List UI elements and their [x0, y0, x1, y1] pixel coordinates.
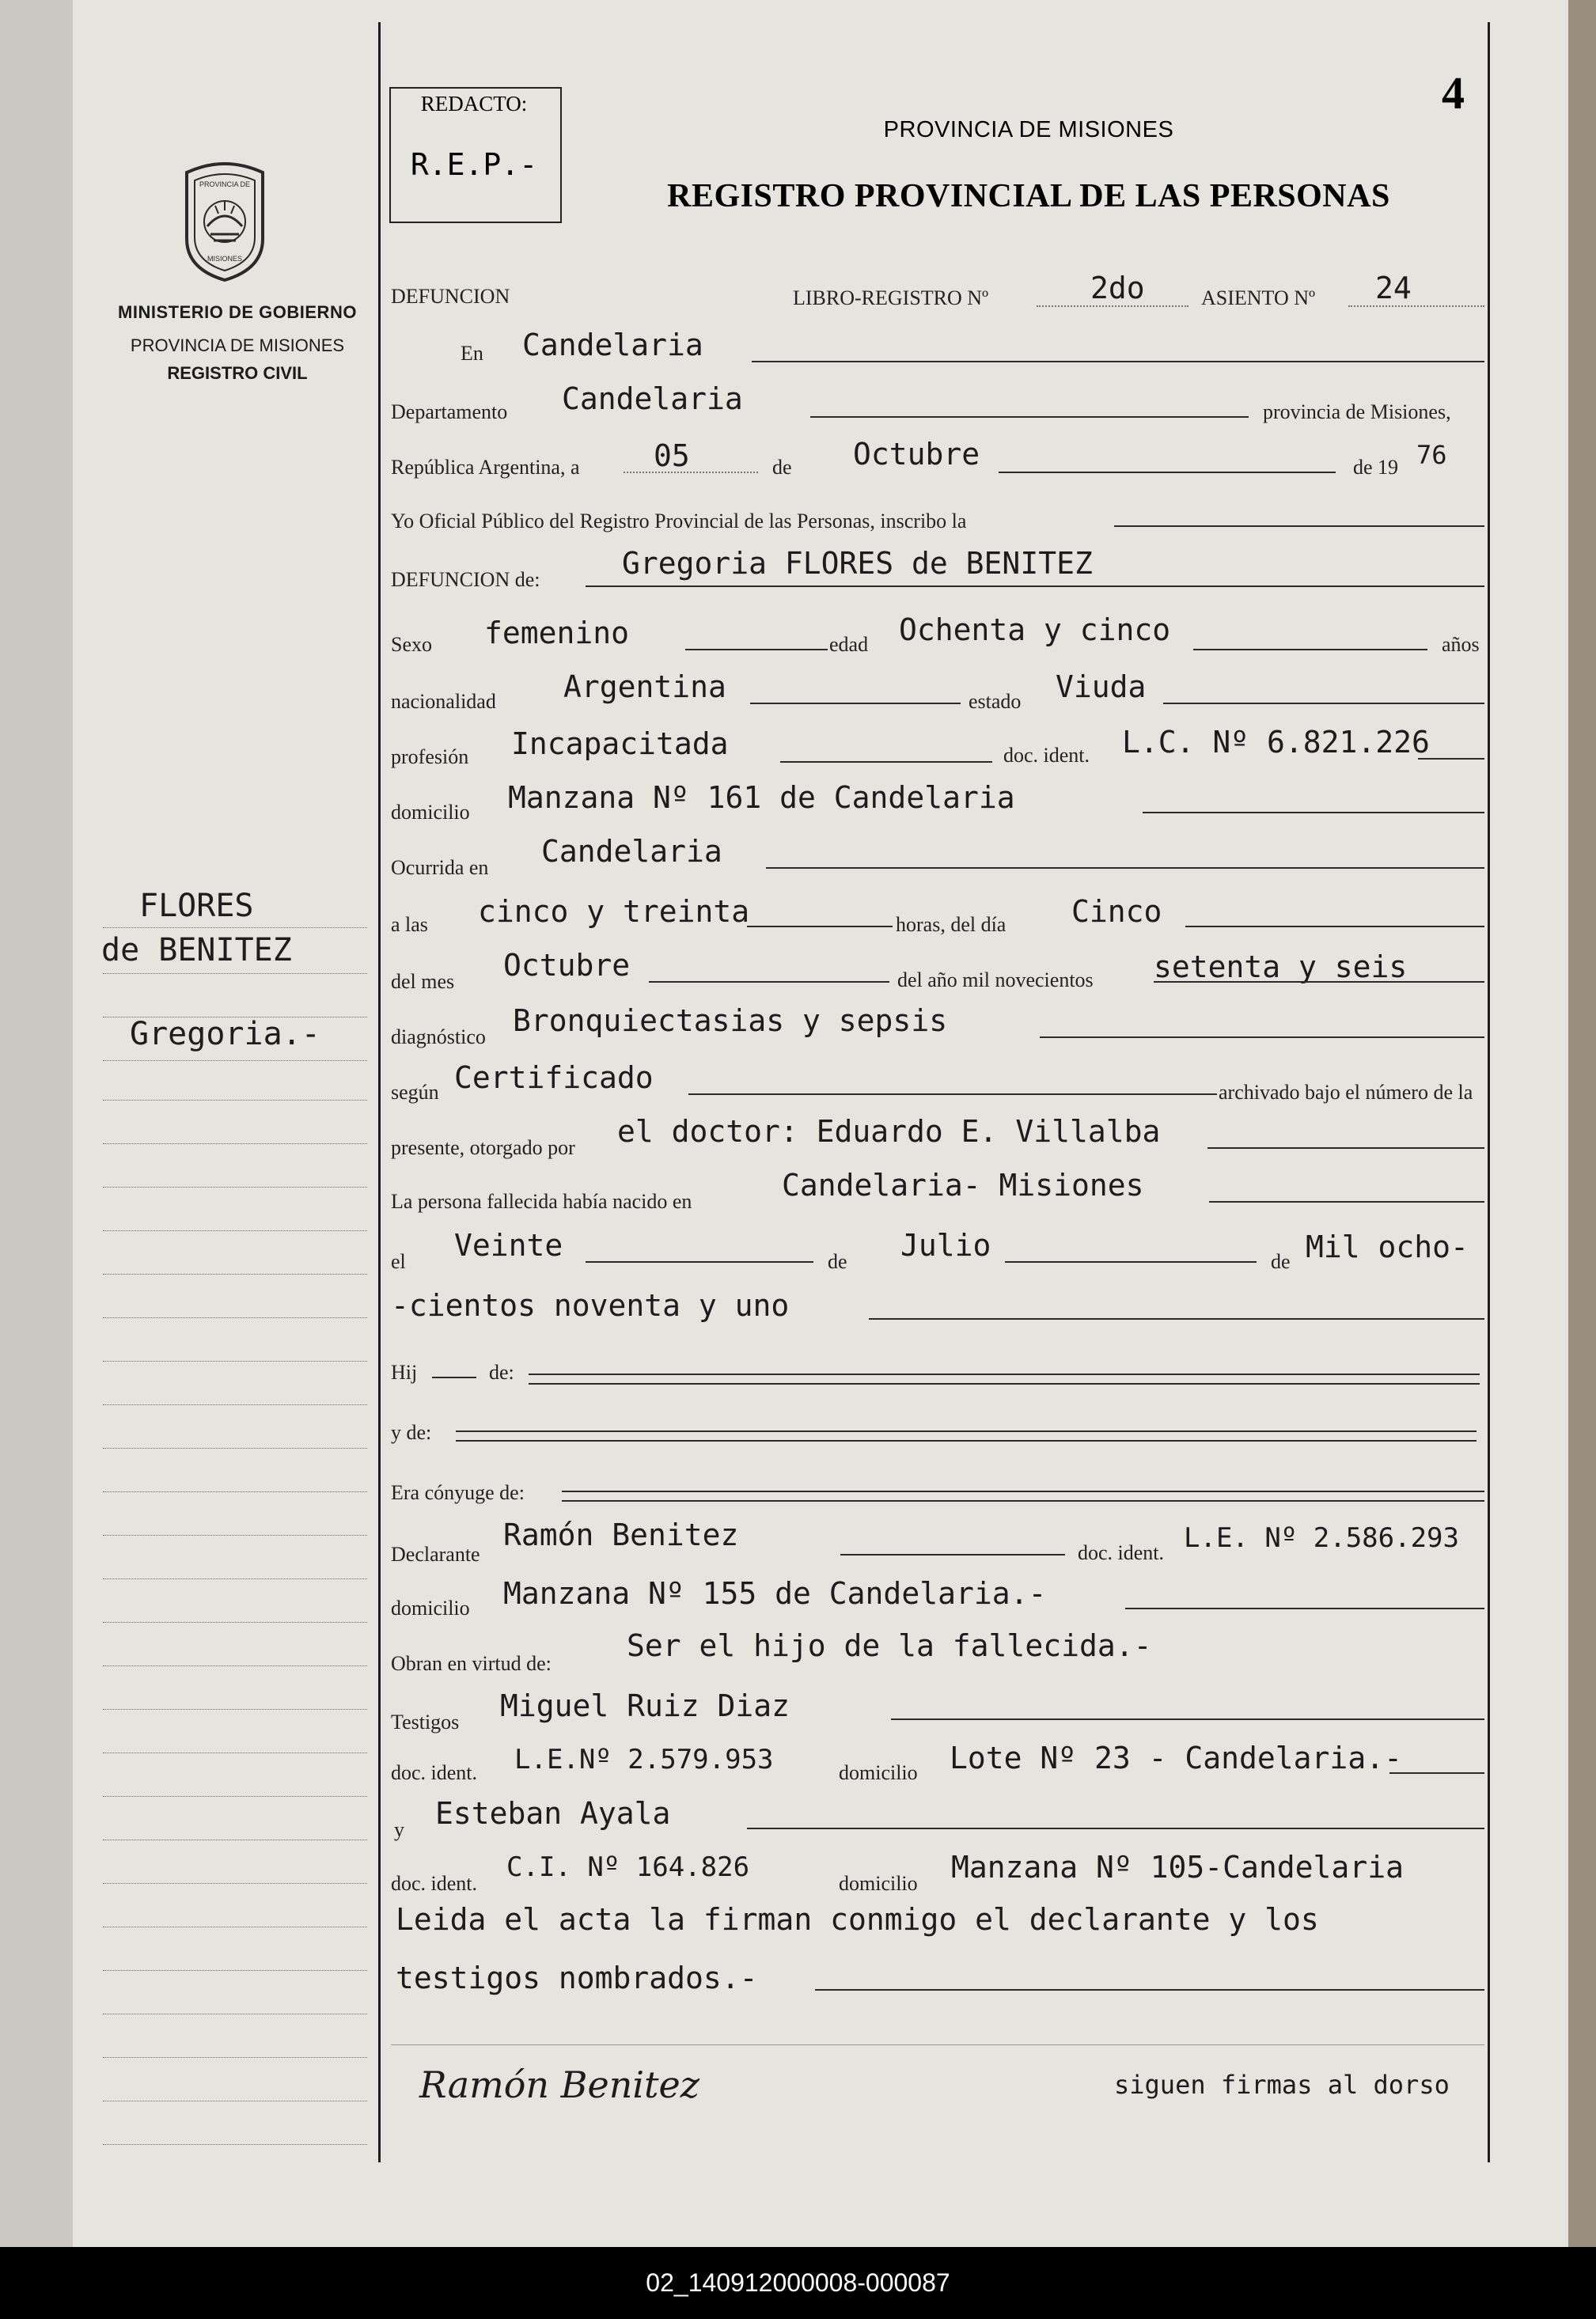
sexo-value: femenino: [484, 616, 630, 650]
doc-ident-label: doc. ident.: [1003, 744, 1090, 767]
conyuge-line-1: [562, 1491, 1484, 1492]
de-label-2: de: [828, 1250, 847, 1273]
departamento-value: Candelaria: [562, 381, 743, 416]
segun-label: según: [391, 1081, 439, 1104]
margin-line: [103, 2057, 367, 2058]
year-value: 76: [1416, 440, 1447, 470]
testigo1-doc-label: doc. ident.: [391, 1761, 478, 1784]
declarante-domicilio-label: domicilio: [391, 1597, 470, 1620]
de19-label: de 19: [1353, 456, 1399, 479]
registry-title: REGISTRO PROVINCIAL DE LAS PERSONAS: [667, 178, 1390, 214]
libro-value: 2do: [1090, 271, 1145, 305]
month-line: [999, 472, 1336, 473]
margin-line: [103, 1622, 367, 1623]
civil-registry-label: REGISTRO CIVIL: [167, 363, 308, 383]
hij-line-1: [529, 1374, 1480, 1375]
departamento-line: [810, 416, 1249, 418]
closing-line-rule: [815, 1989, 1484, 1991]
edad-line: [1193, 649, 1427, 650]
profesion-line: [780, 761, 992, 763]
declarante-domicilio-line: [1125, 1608, 1484, 1609]
obran-label: Obran en virtud de:: [391, 1652, 552, 1675]
y-de-line-1: [456, 1430, 1477, 1432]
departamento-label: Departamento: [391, 400, 508, 423]
mes-value: Octubre: [503, 948, 631, 983]
provincial-seal-icon: [179, 158, 271, 282]
margin-line: [103, 1143, 367, 1144]
province-title: PROVINCIA DE MISIONES: [883, 117, 1174, 142]
signatures-note: siguen firmas al dorso: [1114, 2070, 1450, 2100]
margin-line: [103, 1448, 367, 1449]
yo-oficial-text: Yo Oficial Público del Registro Provincial de las Personas, inscribo la: [391, 510, 967, 532]
profesion-value: Incapacitada: [511, 726, 729, 761]
nacido-value: Candelaria- Misiones: [782, 1168, 1144, 1203]
redacto-label: REDACTO:: [420, 92, 528, 116]
margin-line: [103, 1970, 367, 1971]
ano-value: setenta y seis: [1154, 949, 1408, 984]
testigo2-doc: C.I. Nº 164.826: [506, 1851, 750, 1883]
estado-label: estado: [969, 690, 1022, 713]
margin-line: [103, 1187, 367, 1188]
del-ano-label: del año mil novecientos: [897, 968, 1094, 991]
conyuge-label: Era cónyuge de:: [391, 1481, 525, 1504]
margin-line: [103, 1361, 367, 1362]
testigo1-name: Miguel Ruiz Diaz: [500, 1688, 790, 1723]
margin-surname-line1: FLORES: [139, 888, 254, 924]
margin-given-name: Gregoria.-: [130, 1016, 320, 1052]
right-rule: [1488, 22, 1490, 2162]
margin-line: [103, 1404, 367, 1405]
profesion-label: profesión: [391, 745, 469, 768]
nacionalidad-value: Argentina: [563, 669, 726, 704]
margin-line: [103, 973, 367, 974]
redacto-value: R.E.P.-: [410, 147, 538, 182]
hij-de-label: de:: [489, 1361, 514, 1384]
nacionalidad-label: nacionalidad: [391, 690, 496, 713]
yo-oficial-line: [1114, 525, 1484, 527]
de-label-3: de: [1271, 1250, 1291, 1273]
nacido-label: La persona fallecida había nacido en: [391, 1190, 692, 1213]
margin-line: [103, 1230, 367, 1231]
margin-line: [103, 1317, 367, 1318]
republica-label: República Argentina, a: [391, 456, 580, 479]
estado-value: Viuda: [1056, 669, 1147, 704]
margin-line: [103, 1100, 367, 1101]
en-value: Candelaria: [522, 328, 703, 362]
sexo-line: [685, 649, 828, 650]
diagnostico-label: diagnóstico: [391, 1025, 486, 1048]
ocurrida-line: [766, 867, 1484, 869]
segun-value: Certificado: [454, 1060, 654, 1095]
month-value: Octubre: [853, 437, 980, 472]
birth-month-line: [1005, 1261, 1257, 1263]
testigo1-domicilio: Lote Nº 23 - Candelaria.-: [950, 1741, 1402, 1775]
nacido-line: [1209, 1201, 1484, 1203]
margin-line: [103, 1060, 367, 1061]
hij-dash: [432, 1377, 476, 1378]
image-id-footer: 02_140912000008-000087: [0, 2247, 1596, 2319]
libro-line: [1037, 305, 1188, 307]
birth-day-value: Veinte: [454, 1228, 563, 1263]
birth-month-value: Julio: [900, 1228, 991, 1263]
margin-line: [103, 1578, 367, 1579]
closing-line-2: testigos nombrados.-: [396, 1961, 758, 1995]
archivado-label: archivado bajo el número de la: [1219, 1081, 1473, 1104]
doc-ident-value: L.C. Nº 6.821.226: [1122, 725, 1430, 760]
asiento-label: ASIENTO Nº: [1201, 286, 1316, 309]
margin-line: [103, 927, 367, 928]
page-number: 4: [1442, 67, 1465, 119]
ministry-label: MINISTERIO DE GOBIERNO: [118, 302, 357, 322]
edad-value: Ochenta y cinco: [899, 612, 1171, 647]
conyuge-line-2: [562, 1500, 1484, 1502]
del-mes-label: del mes: [391, 970, 455, 993]
day-line: [624, 472, 758, 473]
seal-bottom-text: MISIONES: [207, 255, 243, 263]
edad-label: edad: [829, 633, 869, 656]
testigo1-line: [891, 1718, 1484, 1720]
libro-label: LIBRO-REGISTRO Nº: [793, 286, 989, 309]
declarante-signature: Ramón Benitez: [419, 2063, 699, 2106]
margin-line: [103, 1535, 367, 1536]
margin-line: [103, 1709, 367, 1710]
declarante-domicilio-value: Manzana Nº 155 de Candelaria.-: [503, 1576, 1047, 1611]
anos-label: años: [1442, 633, 1480, 656]
birth-day-line: [586, 1261, 813, 1263]
testigo1-doc: L.E.Nº 2.579.953: [514, 1744, 774, 1775]
testigo2-doc-label: doc. ident.: [391, 1872, 478, 1895]
obran-value: Ser el hijo de la fallecida.-: [627, 1628, 1152, 1663]
asiento-value: 24: [1375, 271, 1412, 305]
testigo1-domicilio-label: domicilio: [839, 1761, 918, 1784]
book-right-edge: [1568, 0, 1596, 2247]
testigos-label: Testigos: [391, 1711, 460, 1734]
testigo1-domicilio-line: [1389, 1772, 1484, 1774]
sexo-label: Sexo: [391, 633, 432, 656]
nacionalidad-line: [750, 703, 961, 704]
testigo2-line: [747, 1828, 1484, 1829]
a-las-label: a las: [391, 913, 428, 936]
declarante-doc-value: L.E. Nº 2.586.293: [1184, 1522, 1459, 1554]
doc-ident-line: [1418, 758, 1484, 760]
presente-value: el doctor: Eduardo E. Villalba: [617, 1114, 1161, 1149]
testigo2-domicilio: Manzana Nº 105-Candelaria: [951, 1850, 1404, 1885]
diagnostico-line: [1040, 1036, 1484, 1038]
y-label: y: [394, 1818, 404, 1841]
day-value: 05: [654, 438, 690, 473]
blank-rule: [391, 2044, 1484, 2045]
diagnostico-value: Bronquiectasias y sepsis: [513, 1003, 948, 1038]
defuncion-label: DEFUNCION: [391, 285, 510, 308]
dia-value: Cinco: [1071, 894, 1162, 929]
estado-line: [1163, 703, 1484, 704]
book-left-edge: [0, 0, 75, 2247]
ocurrida-value: Candelaria: [541, 834, 722, 869]
margin-line: [103, 1491, 367, 1492]
a-las-value: cinco y treinta: [478, 894, 750, 929]
horas-label: horas, del día: [896, 913, 1007, 936]
presente-label: presente, otorgado por: [391, 1136, 575, 1159]
deceased-name: Gregoria FLORES de BENITEZ: [622, 546, 1093, 581]
en-label: En: [461, 342, 483, 365]
ocurrida-label: Ocurrida en: [391, 856, 489, 879]
testigo2-domicilio-label: domicilio: [839, 1872, 918, 1895]
en-line: [752, 361, 1484, 362]
province-label-small: PROVINCIA DE MISIONES: [130, 335, 345, 355]
margin-line: [103, 1665, 367, 1666]
asiento-line: [1348, 305, 1484, 307]
dia-line: [1185, 926, 1484, 927]
margin-surname-line2: de BENITEZ: [101, 932, 292, 968]
birth-year-value-2: -cientos noventa y uno: [391, 1288, 790, 1323]
deceased-line: [586, 585, 1484, 587]
birth-year-line: [869, 1318, 1484, 1320]
declarante-label: Declarante: [391, 1543, 480, 1566]
mes-line: [649, 981, 889, 983]
margin-line: [103, 1796, 367, 1797]
domicilio-value: Manzana Nº 161 de Candelaria: [508, 780, 1015, 815]
birth-year-value-1: Mil ocho-: [1306, 1230, 1469, 1264]
margin-line: [103, 1883, 367, 1884]
presente-line: [1207, 1147, 1484, 1149]
declarante-line: [840, 1554, 1065, 1555]
defuncion-de-label: DEFUNCION de:: [391, 568, 540, 591]
el-label: el: [391, 1250, 406, 1273]
provincia-label: provincia de Misiones,: [1263, 400, 1451, 423]
hij-label: Hij: [391, 1361, 418, 1384]
closing-line-1: Leida el acta la firman conmigo el declarante y los: [396, 1902, 1319, 1937]
testigo2-name: Esteban Ayala: [435, 1796, 671, 1831]
declarante-value: Ramón Benitez: [503, 1518, 739, 1552]
de-label: de: [772, 456, 792, 479]
ano-line: [1154, 981, 1484, 983]
margin-line: [103, 1274, 367, 1275]
hij-line-2: [529, 1383, 1480, 1385]
declarante-doc-label: doc. ident.: [1078, 1541, 1165, 1564]
y-de-line-2: [456, 1440, 1477, 1442]
domicilio-line: [1143, 812, 1484, 813]
segun-line: [688, 1093, 1217, 1095]
y-de-label: y de:: [391, 1421, 432, 1444]
a-las-line: [747, 926, 893, 927]
domicilio-label: domicilio: [391, 801, 470, 824]
margin-line: [103, 2144, 367, 2145]
seal-top-text: PROVINCIA DE: [199, 180, 251, 188]
